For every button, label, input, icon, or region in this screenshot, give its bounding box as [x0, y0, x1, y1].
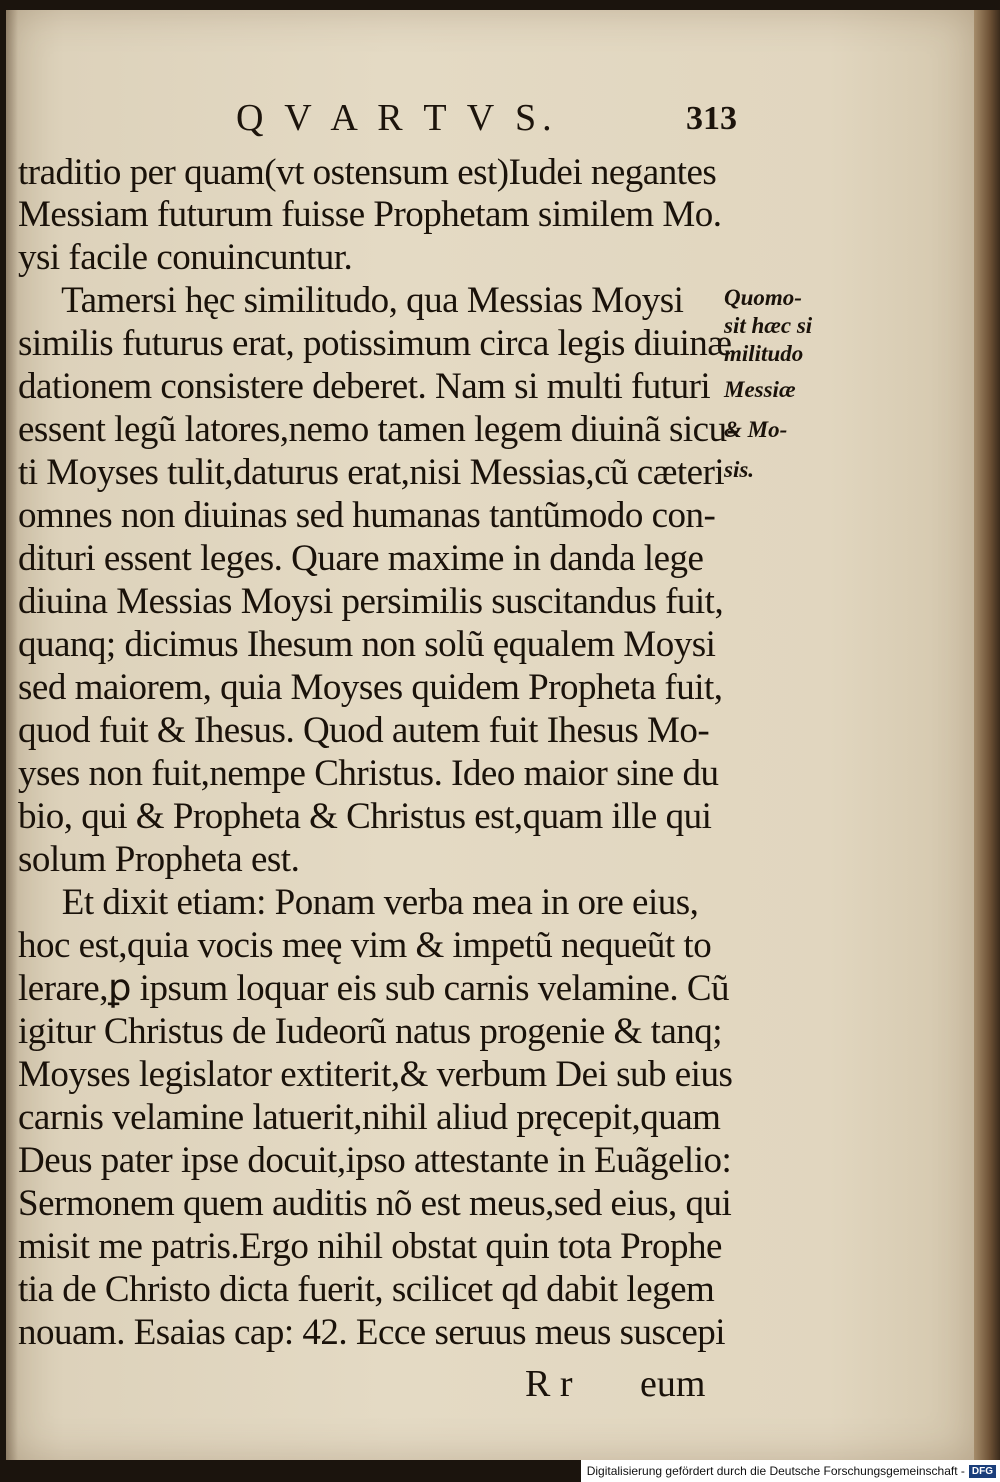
text-line: traditio per quam(vt ostensum est)Iudei negantes: [18, 152, 717, 193]
text-line: Et dixit etiam: Ponam verba mea in ore eius,: [18, 882, 699, 923]
catchword: eum: [640, 1363, 706, 1405]
text-line: dationem consistere deberet. Nam si multi futuri: [18, 366, 711, 407]
gutter-shadow: [6, 10, 18, 1460]
text-line: quod fuit & Ihesus. Quod autem fuit Ihesus Mo-: [18, 710, 710, 751]
text-line: dituri essent leges. Quare maxime in danda lege: [18, 538, 704, 579]
marginal-note-line: & Mo-: [724, 417, 788, 442]
page-edge: [974, 10, 1000, 1460]
dfg-logo-icon: DFG: [969, 1465, 996, 1478]
text-line: igitur Christus de Iudeorũ natus progenie & tanq;: [18, 1011, 723, 1052]
text-line: solum Propheta est.: [18, 839, 300, 880]
text-line: Moyses legislator extiterit,& verbum Dei sub eius: [18, 1054, 733, 1095]
text-line: nouam. Esaias cap: 42. Ecce seruus meus suscepi: [18, 1312, 726, 1353]
marginal-note-line: militudo: [724, 341, 804, 366]
marginal-note-line: sit hæc si: [724, 313, 813, 338]
text-line: Messiam futurum fuisse Prophetam similem Mo.: [18, 194, 722, 235]
text-line: bio, qui & Propheta & Christus est,quam ille qui: [18, 796, 712, 837]
footer-text: Digitalisierung gefördert durch die Deutsche Forschungsgemeinschaft -: [586, 1464, 965, 1478]
text-line: tia de Christo dicta fuerit, scilicet qd dabit legem: [18, 1269, 715, 1310]
text-line: hoc est,quia vocis meę vim & impetũ nequeũt to: [18, 925, 712, 966]
text-line: misit me patris.Ergo nihil obstat quin tota Prophe: [18, 1226, 722, 1267]
text-line: diuina Messias Moysi persimilis suscitandus fuit,: [18, 581, 724, 622]
running-head: Q V A R T V S.: [236, 97, 558, 139]
text-line: yses non fuit,nempe Christus. Ideo maior sine du: [18, 753, 719, 794]
text-line: quanq; dicimus Ihesum non solũ ęqualem Moysi: [18, 624, 716, 665]
text-line: essent legũ latores,nemo tamen legem diuinã sicu-: [18, 409, 739, 450]
text-line: lerare,ꝑ ipsum loquar eis sub carnis velamine. Cũ: [18, 968, 730, 1009]
text-line: Sermonem quem auditis nõ est meus,sed eius, qui: [18, 1183, 732, 1224]
marginal-note-line: sis.: [724, 457, 755, 482]
folio-number: 313: [686, 100, 737, 137]
text-line: omnes non diuinas sed humanas tantũmodo con-: [18, 495, 716, 536]
text-line: carnis velamine latuerit,nihil aliud pręcepit,quam: [18, 1097, 721, 1138]
signature-mark: R r: [525, 1363, 573, 1405]
text-line: sed maiorem, quia Moyses quidem Propheta fuit,: [18, 667, 723, 708]
text-line: ti Moyses tulit,daturus erat,nisi Messias,cũ cæteri: [18, 452, 725, 493]
digitization-footer: [581, 1460, 1000, 1482]
text-line: similis futurus erat, potissimum circa legis diuinæ: [18, 323, 732, 364]
text-line: Deus pater ipse docuit,ipso attestante in Euãgelio:: [18, 1140, 732, 1181]
text-line: Tamersi hęc similitudo, qua Messias Moysi: [18, 280, 684, 321]
text-line: ysi facile conuincuntur.: [18, 237, 353, 278]
marginal-note-line: Quomo-: [724, 285, 802, 310]
marginal-note-line: Messiæ: [724, 377, 796, 402]
